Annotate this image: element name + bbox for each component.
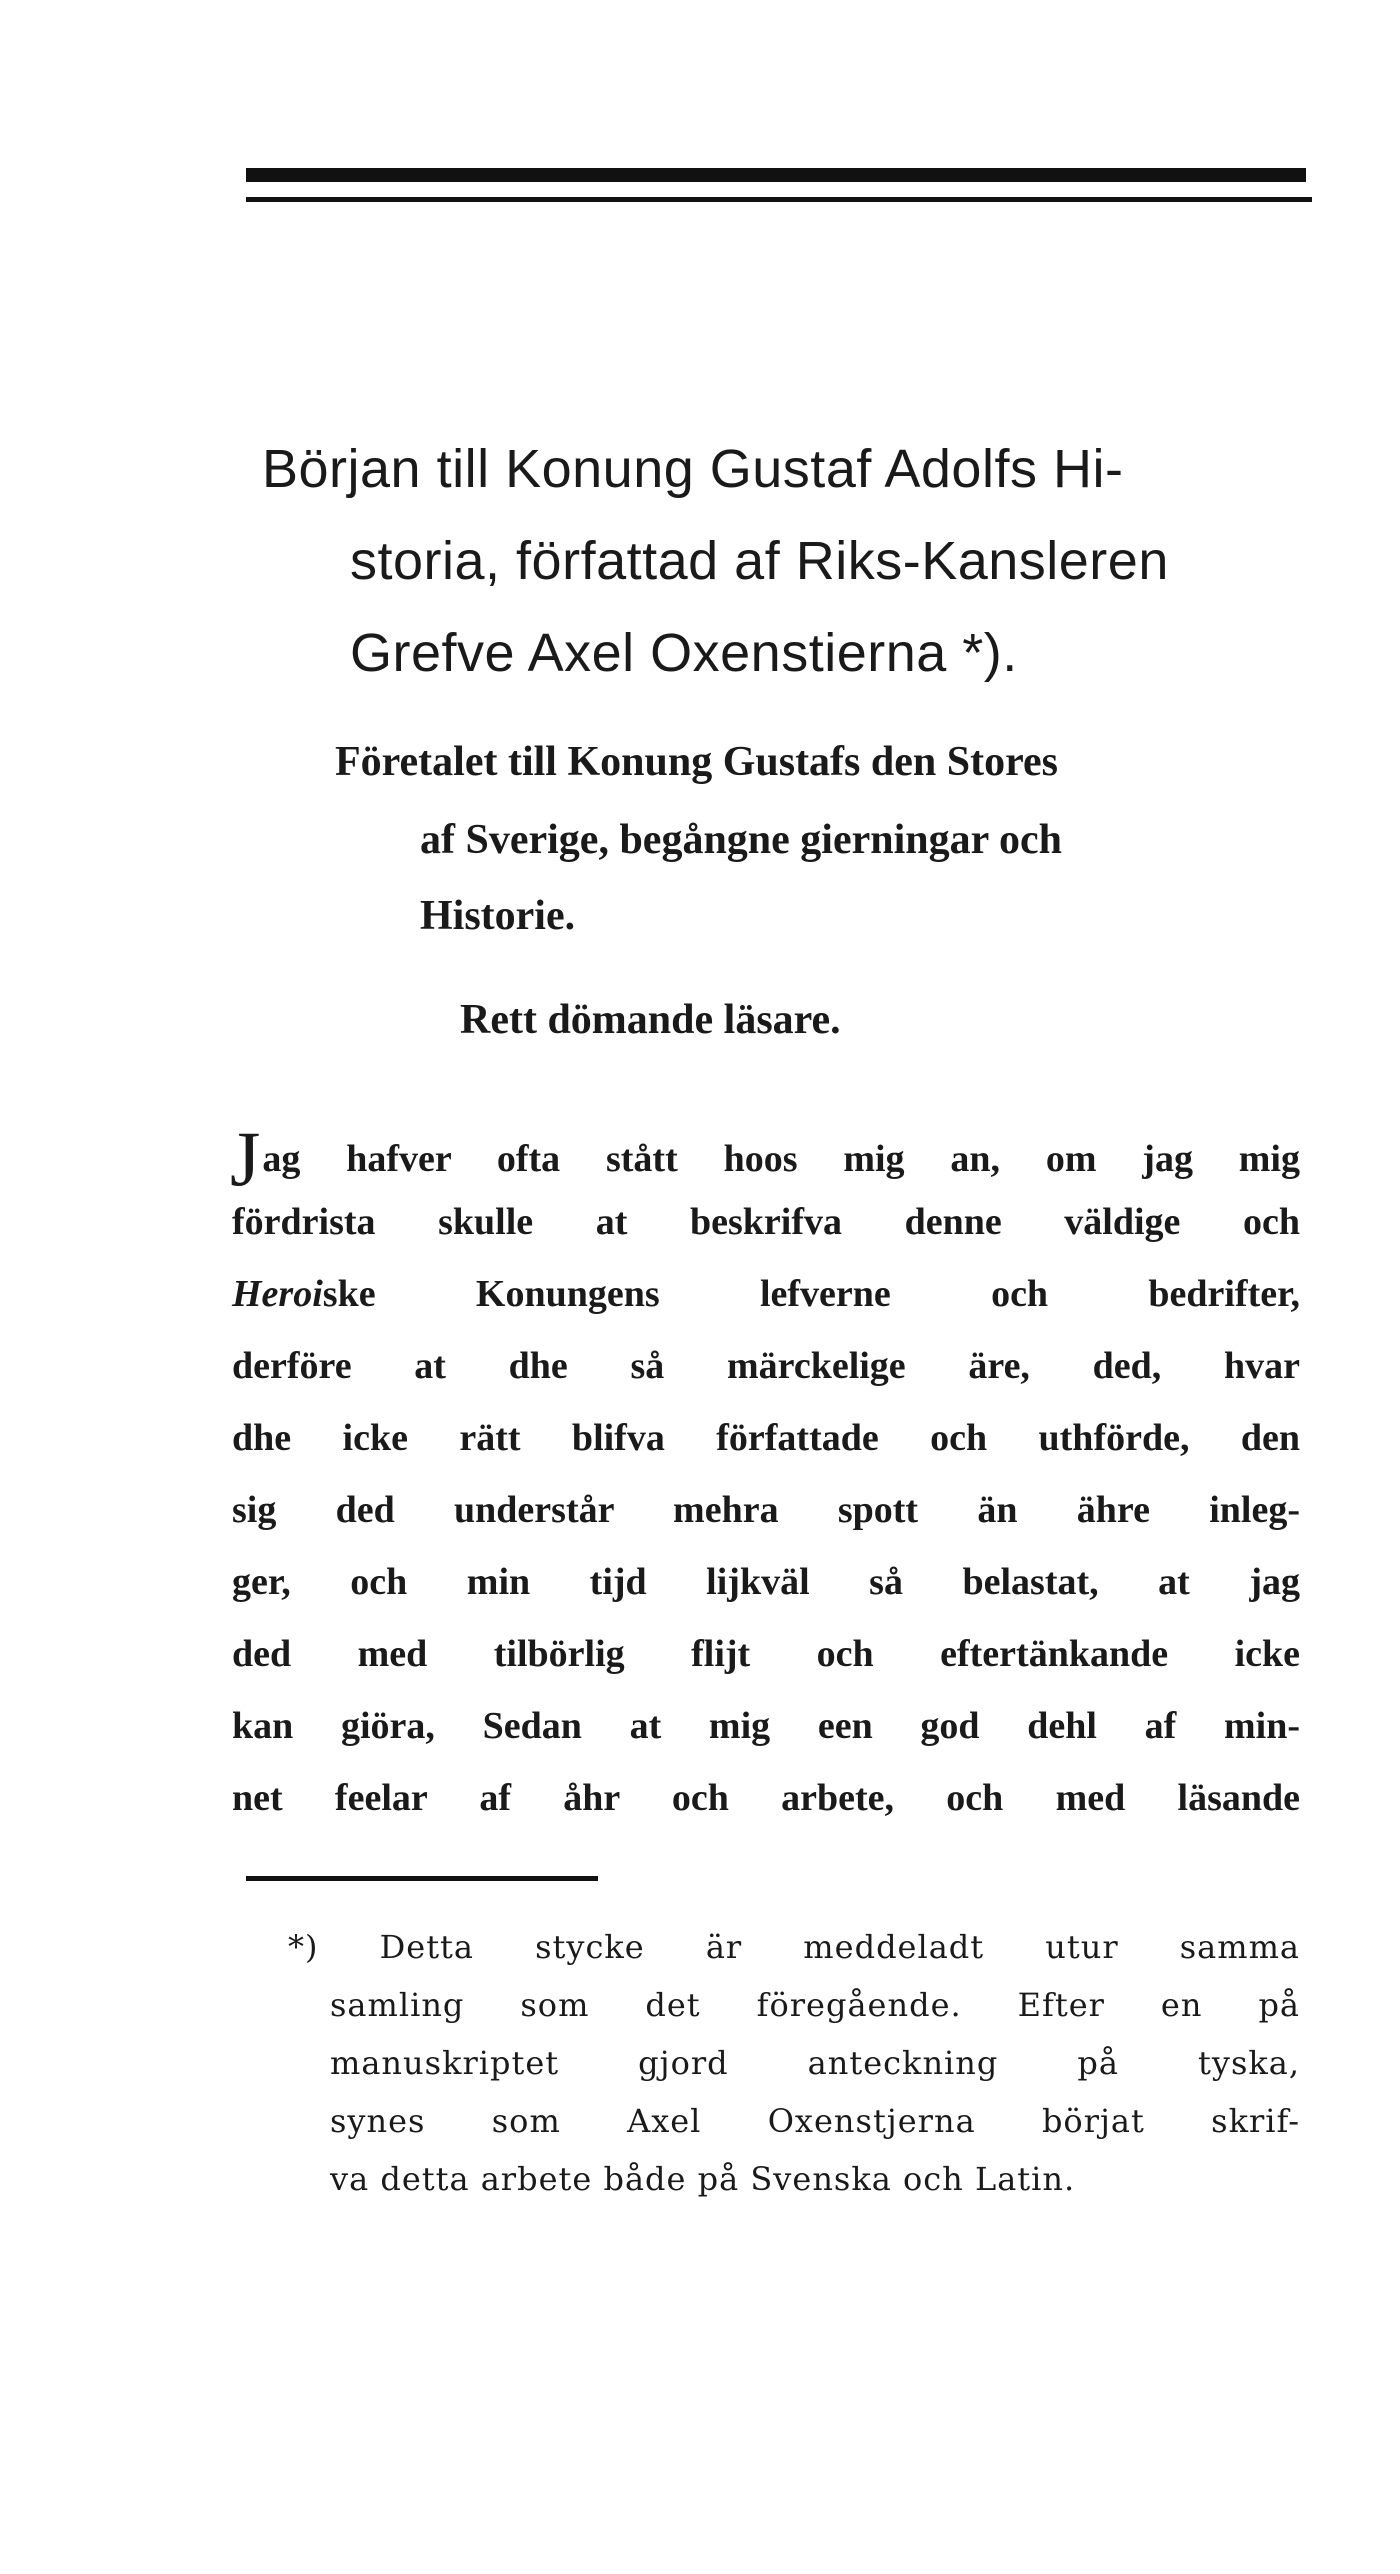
body-line-5: dhe icke rätt blifva författade och uthförde, den — [232, 1417, 1300, 1459]
body-line-8: ded med tilbörlig flijt och eftertänkande icke — [232, 1633, 1300, 1675]
body-line-9: kan giöra, Sedan at mig een god dehl af min- — [232, 1705, 1300, 1747]
body-line-10: net feelar af åhr och arbete, och med läsande — [232, 1777, 1300, 1819]
footnote-line-2: samling som det föregående. Efter en på — [330, 1986, 1300, 2024]
footnote-line-1: *) Detta stycke är meddeladt utur samma — [288, 1928, 1300, 1966]
body-line-7: ger, och min tijd lijkväl så belastat, at jag — [232, 1561, 1300, 1603]
body-line-4: derföre at dhe så märckelige äre, ded, hvar — [232, 1345, 1300, 1387]
top-rule-thin — [246, 197, 1312, 202]
heading-line-2: storia, författad af Riks-Kansleren — [350, 531, 1169, 591]
drop-cap: J — [230, 1115, 261, 1202]
top-rule-thick — [246, 168, 1306, 182]
subheading-line-1: Företalet till Konung Gustafs den Stores — [335, 739, 1058, 785]
greeting: Rett dömande läsare. — [460, 997, 841, 1043]
footnote-line-3: manuskriptet gjord anteckning på tyska, — [330, 2044, 1300, 2082]
footnote-line-4: synes som Axel Oxenstjerna börjat skrif- — [330, 2102, 1300, 2140]
footnote-rule — [246, 1876, 598, 1881]
body-line-3: Heroiske Konungens lefverne och bedrifter, — [232, 1273, 1300, 1315]
subheading-line-3: Historie. — [420, 893, 576, 939]
body-line-6: sig ded understår mehra spott än ähre inleg- — [232, 1489, 1300, 1531]
footnote-line-5: va detta arbete både på Svenska och Latin. — [330, 2160, 1076, 2198]
heading-line-1: Början till Konung Gustaf Adolfs Hi- — [262, 439, 1124, 499]
body-line-1: Jag hafver ofta stått hoos mig an, om jag mig — [230, 1115, 1300, 1202]
heading-line-3: Grefve Axel Oxenstierna *). — [350, 623, 1018, 683]
subheading-line-2: af Sverige, begångne gierningar och — [420, 817, 1063, 863]
body-line-2: fördrista skulle at beskrifva denne väldige och — [232, 1201, 1300, 1243]
